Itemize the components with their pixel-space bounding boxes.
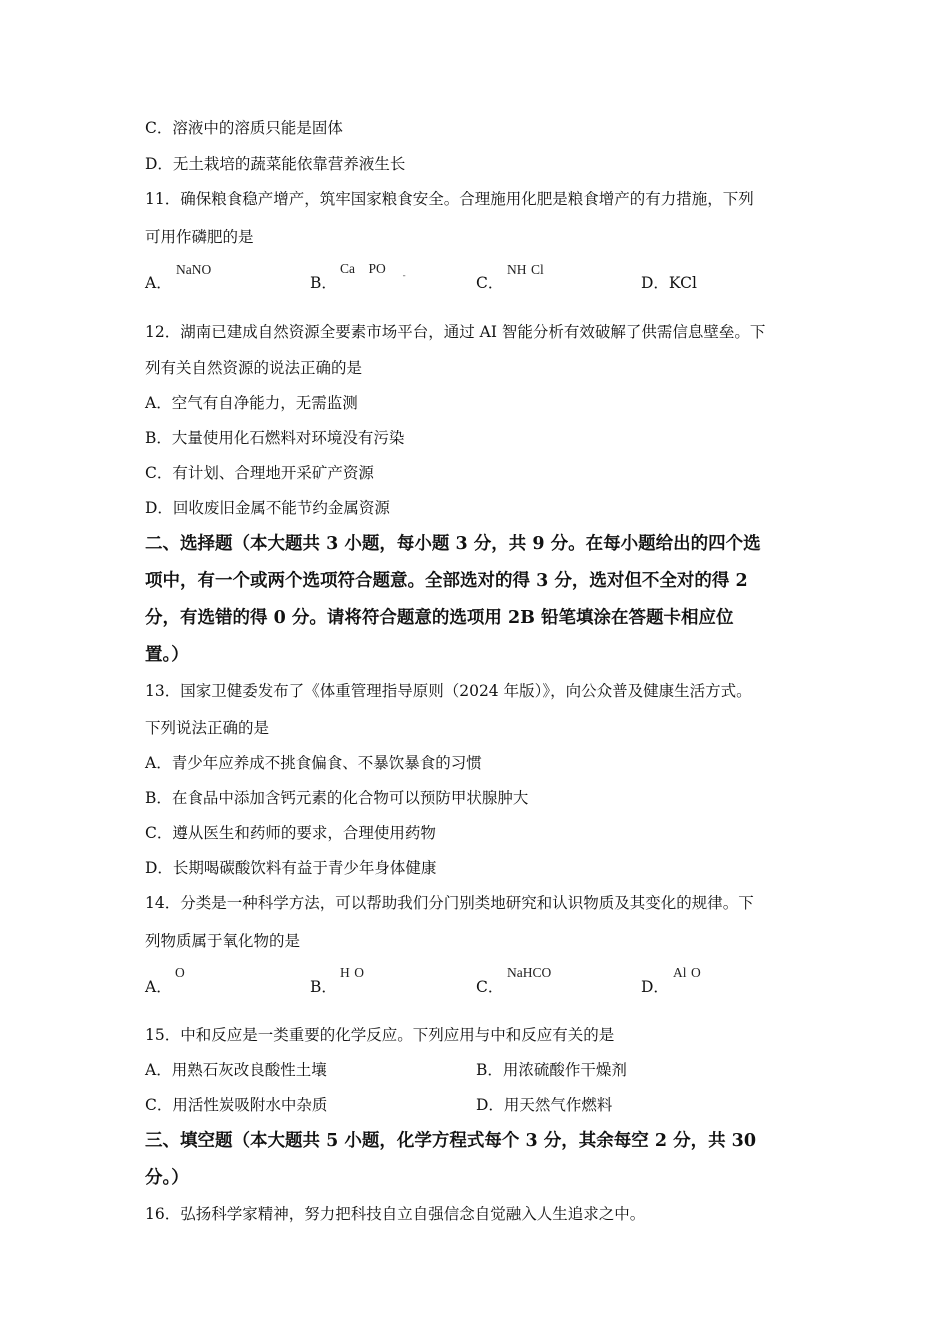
formula-text: O bbox=[354, 965, 364, 980]
q11-option-d: D．KCl bbox=[641, 274, 697, 292]
q14-option-b-formula bbox=[340, 965, 364, 982]
q15-option-c: C．用活性炭吸附水中杂质 bbox=[145, 1096, 328, 1114]
q12-stem-line2: 列有关自然资源的说法正确的是 bbox=[145, 359, 363, 377]
q14-option-d-label: D． bbox=[641, 978, 669, 996]
section2-line4: 置。） bbox=[145, 645, 189, 665]
section2-line3: 分，有选错的得 0 分。请将符合题意的选项用 2B 铅笔填涂在答题卡相应位 bbox=[145, 608, 734, 628]
section2-line1: 二、选择题（本大题共 3 小题，每小题 3 分，共 9 分。在每小题给出的四个选 bbox=[145, 534, 761, 554]
q15-option-a: A．用熟石灰改良酸性土壤 bbox=[145, 1061, 327, 1079]
formula-text: Ca bbox=[340, 261, 355, 276]
q11-option-c-formula bbox=[507, 262, 544, 279]
q13-stem-line1: 13．国家卫健委发布了《体重管理指导原则（2024 年版）》，向公众普及健康生活方式。 bbox=[145, 682, 752, 700]
q11-option-c-label: C． bbox=[476, 274, 504, 292]
formula-text: Al bbox=[673, 965, 687, 980]
section3-line2: 分。） bbox=[145, 1168, 189, 1188]
q13-option-d: D．长期喝碳酸饮料有益于青少年身体健康 bbox=[145, 859, 437, 877]
q14-option-d-formula bbox=[673, 965, 705, 982]
q12-option-b: B．大量使用化石燃料对环境没有污染 bbox=[145, 429, 405, 447]
q14-stem-line1: 14．分类是一种科学方法，可以帮助我们分门别类地研究和认识物质及其变化的规律。下 bbox=[145, 894, 754, 912]
q14-option-c-formula bbox=[507, 965, 556, 982]
q13-stem-line2: 下列说法正确的是 bbox=[145, 719, 270, 737]
q10-option-d: D．无土栽培的蔬菜能依靠营养液生长 bbox=[145, 155, 406, 173]
q15-option-d: D．用天然气作燃料 bbox=[476, 1096, 613, 1114]
q13-option-a: A．青少年应养成不挑食偏食、不暴饮暴食的习惯 bbox=[145, 754, 482, 772]
q15-stem: 15．中和反应是一类重要的化学反应。下列应用与中和反应有关的是 bbox=[145, 1026, 615, 1044]
q11-option-a-formula bbox=[176, 262, 216, 279]
formula-text: O bbox=[175, 965, 185, 980]
q13-option-c: C．遵从医生和药师的要求，合理使用药物 bbox=[145, 824, 436, 842]
formula-text: O bbox=[691, 965, 701, 980]
q12-option-d: D．回收废旧金属不能节约金属资源 bbox=[145, 499, 390, 517]
q14-option-a-label: A． bbox=[145, 978, 172, 996]
q12-stem-line1: 12．湖南已建成自然资源全要素市场平台，通过 AI 智能分析有效破解了供需信息壁垒。下 bbox=[145, 323, 766, 341]
formula-text: H bbox=[340, 965, 350, 980]
q11-option-b-label: B． bbox=[310, 274, 337, 292]
q14-option-a-formula bbox=[175, 965, 189, 982]
formula-text: PO bbox=[368, 261, 386, 276]
section2-line2: 项中，有一个或两个选项符合题意。全部选对的得 3 分，选对但不全对的得 2 bbox=[145, 571, 748, 591]
q14-option-b-label: B． bbox=[310, 978, 337, 996]
formula-text: NaNO bbox=[176, 262, 212, 277]
q10-option-c: C．溶液中的溶质只能是固体 bbox=[145, 119, 343, 137]
q11-option-b-formula bbox=[340, 261, 406, 278]
q14-option-c-label: C． bbox=[476, 978, 504, 996]
q12-option-a: A．空气有自净能力，无需监测 bbox=[145, 394, 358, 412]
formula-subscript: - bbox=[402, 270, 406, 280]
formula-text: Cl bbox=[531, 262, 544, 277]
q16-stem: 16．弘扬科学家精神，努力把科技自立自强信念自觉融入人生追求之中。 bbox=[145, 1205, 646, 1223]
q11-stem-line1: 11．确保粮食稳产增产，筑牢国家粮食安全。合理施用化肥是粮食增产的有力措施，下列 bbox=[145, 190, 754, 208]
q12-option-c: C．有计划、合理地开采矿产资源 bbox=[145, 464, 374, 482]
q13-option-b: B．在食品中添加含钙元素的化合物可以预防甲状腺肿大 bbox=[145, 789, 529, 807]
formula-text: NaHCO bbox=[507, 965, 552, 980]
q15-option-b: B．用浓硫酸作干燥剂 bbox=[476, 1061, 627, 1079]
formula-text: NH bbox=[507, 262, 527, 277]
section3-line1: 三、填空题（本大题共 5 小题，化学方程式每个 3 分，其余每空 2 分，共 30 bbox=[145, 1131, 757, 1151]
q11-option-a-label: A． bbox=[145, 274, 172, 292]
q11-stem-line2: 可用作磷肥的是 bbox=[145, 228, 254, 246]
q14-stem-line2: 列物质属于氧化物的是 bbox=[145, 932, 301, 950]
